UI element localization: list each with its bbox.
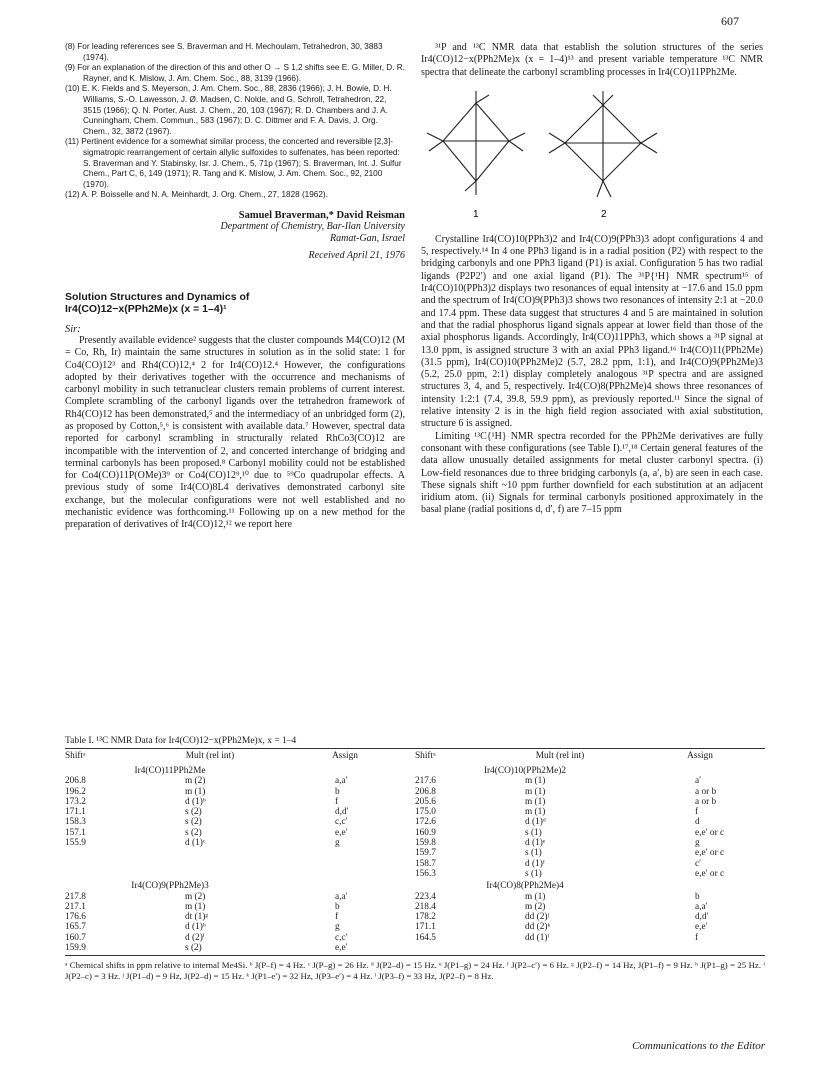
table-cell <box>65 869 145 879</box>
table-cell: dd (2)ʲ <box>525 912 549 923</box>
reference-item: (12) A. P. Boisselle and N. A. Meinhardt, J. Org. Chem., 27, 1828 (1962). <box>65 190 328 200</box>
table-cell: 206.8 <box>65 776 86 787</box>
table-cell: m (2) <box>525 901 546 912</box>
table-cell: e,e′ <box>335 943 348 954</box>
table-cell: 165.7 <box>65 922 86 933</box>
table-bottom-rule <box>65 955 765 956</box>
table-row <box>65 922 765 932</box>
table-row <box>65 848 765 858</box>
table-cell: m (2) <box>185 776 206 787</box>
table-cell: m (1) <box>185 786 206 797</box>
table-cell: 223.4 <box>415 891 436 902</box>
table-cell: 158.3 <box>65 817 86 828</box>
journal-section-footer: Communications to the Editor <box>632 1040 765 1052</box>
table-cell: d (1)ᵇ <box>185 796 206 807</box>
structure-2-drawing <box>549 91 657 197</box>
received-date: Received April 21, 1976 <box>308 249 405 261</box>
table-cell: s (2) <box>185 827 202 838</box>
affiliation-city: Ramat-Gan, Israel <box>330 233 405 245</box>
spacer-cell <box>275 879 415 891</box>
table-cell: b <box>695 891 700 902</box>
table-cell: 171.1 <box>415 922 436 933</box>
table-cell: 159.9 <box>65 943 86 954</box>
table-cell: e,e′ or c <box>695 868 725 879</box>
table-cell: a,a′ <box>335 891 348 902</box>
table-cell: b <box>335 901 340 912</box>
table-cell <box>275 859 415 869</box>
table-row <box>65 869 765 879</box>
table-header-row <box>65 749 765 763</box>
table-cell: dd (2)ᵏ <box>525 922 551 933</box>
column-header: Mult (rel int) <box>535 751 585 761</box>
spacer-cell <box>635 879 765 891</box>
reference-item: (10) E. K. Fields and S. Meyerson, J. Am. Chem. Soc., 88, 2836 (1966); J. H. Bowie, D. H. Williams, S.-O. Lawesson, J. Ø. Madsen, C. Nolde, and G. Schroll, Tetrahedron, 22, 3515 (1966); Q. N. Porter, Aust. J. Chem., 20, 103 (1967); R. D. Chambers and J. A. Cunningham, Chem. Commun., 583 (1967); D. C. Dittmer and F. A. Davis, J. Org. Chem., 32, 3872 (1967). <box>65 84 392 136</box>
structure-label-1: 1 <box>473 208 479 220</box>
table-cell: f <box>695 807 699 818</box>
intro-continuation: ³¹P and ¹³C NMR data that establish the solution structures of the series Ir4(CO)12−x(PPh2Me)x (x = 1–4)¹³ and present variable temperature ¹³C NMR spectra that delineate the carbonyl scrambling processes in Ir4(CO)11PPh2Me. <box>421 42 763 78</box>
table-cell: 173.2 <box>65 796 86 807</box>
article-title-line: Ir4(CO)12−x(PPh2Me)x (x = 1–4)¹ <box>65 303 227 316</box>
table-cell: 206.8 <box>415 786 436 797</box>
table-cell: a,a′ <box>695 901 708 912</box>
table-cell <box>635 943 765 953</box>
article-title <box>65 291 405 316</box>
spacer-cell <box>635 763 765 776</box>
column-header: Shiftᵃ <box>65 751 86 761</box>
table-row <box>65 859 765 869</box>
table-cell: 158.7 <box>415 858 436 869</box>
table-cell: 171.1 <box>65 807 86 818</box>
compound-title: Ir4(CO)11PPh2Me <box>134 766 206 776</box>
table-row <box>65 943 765 953</box>
reference-item: (11) Pertinent evidence for a somewhat similar process, the concerted and reversible [2,3]-sigmatropic rearrangement of certain allylic sulfoxides to sulfenates, has been reported: S. Braverman and Y. Stabinsky, Isr. J. Chem., 5, 71p (1967); S. Braverman, Int. J. Sulfur Chem., Part C, 6, 149 (1971); R. Tang and K. Mislow, J. Am. Chem. Soc., 92, 2100 (1970). <box>65 137 402 189</box>
table-cell: d (1)ʰ <box>185 922 206 933</box>
table-cell: s (2) <box>185 807 202 818</box>
table-cell <box>65 859 145 869</box>
table-body <box>65 763 765 953</box>
table-cell: 159.8 <box>415 838 436 849</box>
reference-item: (9) For an explanation of the direction of this and other O → S 1,2 shifts see E. G. Miller, D. R. Rayner, and K. Mislow, J. Am. Chem. Soc., 88, 3139 (1966). <box>65 63 405 83</box>
compound-subheader-row <box>65 763 765 776</box>
table-cell: 156.3 <box>415 868 436 879</box>
table-cell: 160.9 <box>415 827 436 838</box>
table-row <box>65 838 765 848</box>
table-cell: f <box>335 796 339 807</box>
table-cell: 218.4 <box>415 901 436 912</box>
table-cell: m (1) <box>525 776 546 787</box>
table-cell: 159.7 <box>415 848 436 859</box>
table-cell: d,d′ <box>335 807 349 818</box>
reference-item: (8) For leading references see S. Braverman and H. Mechoulam, Tetrahedron, 30, 3883 (1974). <box>65 42 383 62</box>
article-title-line: Solution Structures and Dynamics of <box>65 290 250 303</box>
table-cell: g <box>695 838 700 849</box>
table-cell: 157.1 <box>65 827 86 838</box>
table-row <box>65 776 765 786</box>
table-cell: d <box>695 817 700 828</box>
table-row <box>65 933 765 943</box>
table-cell: a,a′ <box>335 776 348 787</box>
table-cell: e,e′ or c <box>695 848 725 859</box>
table-cell: m (1) <box>525 891 546 902</box>
table-cell <box>415 943 485 953</box>
table-cell: d (1)ᶜ <box>185 838 206 849</box>
reference-list <box>65 42 405 201</box>
author-names: Samuel Braverman,* David Reisman <box>238 209 405 221</box>
table-cell: e,e′ <box>695 922 708 933</box>
table-cell <box>145 848 275 858</box>
affiliation-department: Department of Chemistry, Bar-Ilan University <box>220 220 405 232</box>
table-cell: e,e′ <box>335 827 348 838</box>
table-row <box>65 902 765 912</box>
table-cell: d (2)ⁱ <box>185 932 205 943</box>
table-caption: Table I. ¹³C NMR Data for Ir4(CO)12−x(PPh2Me)x, x = 1–4 <box>65 736 297 746</box>
table-cell <box>145 859 275 869</box>
table-cell: 160.7 <box>65 932 86 943</box>
table-cell: c,c′ <box>335 817 348 828</box>
table-cell: m (1) <box>525 796 546 807</box>
table-cell: d (1)ᶠ <box>525 858 545 869</box>
table-cell: m (1) <box>185 901 206 912</box>
table-cell <box>275 848 415 858</box>
page-number: 607 <box>721 14 739 28</box>
configuration-paragraph: Crystalline Ir4(CO)10(PPh3)2 and Ir4(CO)9(PPh3)3 adopt configurations 4 and 5, respectively.¹⁴ In 4 one PPh3 ligand is in a radial position (P2) with respect to the bridging carbonyls and one PPh3 ligand (P1) is axial. Configuration 5 has two radial ligands (P2P2′) and one axial ligand (P1). The ³¹P{¹H} NMR spectrum¹⁵ of Ir4(CO)10(PPh3)2 displays two resonances of equal intensity at −17.6 and 15.0 ppm and the spectrum of Ir4(CO)9(PPh3)3 shows two resonances of intensity 2:1 at −20.0 and 17.4 ppm. These data suggest that structures 4 and 5 are maintained in solution and that the radial phosphorus ligand signals appear at lower field than those of the axial phosphorus ligands. Accordingly, Ir4(CO)11PPh3, which shows a ³¹P signal at 13.0 ppm, is assigned structure 3 with an axial PPh3 ligand.¹⁶ Ir4(CO)11(PPh2Me) (31.5 ppm), Ir4(CO)10(PPh2Me)2 (5.7, 28.2 ppm, 1:1), and Ir4(CO)9(PPh2Me)3 (5.2, 25.0 ppm, 2:1) display completely analogous ³¹P spectra and are assigned structures 3, 4, and 5, respectively. Ir4(CO)8(PPh2Me)4 shows three resonances of intensity 1:2:1 (7.4, 39.8, 59.9 ppm), as previously reported.¹¹ Since the signal of relative intensity 2 is in the high field region associated with axial substitution, structure 6 is assigned. <box>421 233 763 430</box>
nmr-paragraph: Limiting ¹³C{¹H} NMR spectra recorded for the PPh2Me derivatives are fully consonant with these configurations (see Table I).¹⁷,¹⁸ Certain general features of the data allow unusually detailed assignments for metal cluster carbonyl spectra. (i) Low-field resonances due to three bridging carbonyls (a, a′, b) are seen in each case. These signals shift ~10 ppm further downfield for each substitution at an adjacent iridium atom. (ii) Signals for terminal carbonyls positioned approximately in the basal plane (radial positions d, d′, f) are 7–15 ppm <box>421 430 763 516</box>
table-cell: dt (1)ᵍ <box>185 912 209 923</box>
cluster-structure-diagram <box>421 87 763 225</box>
table-cell: s (1) <box>525 848 542 859</box>
table-cell: 164.5 <box>415 932 436 943</box>
table-cell: 155.9 <box>65 838 86 849</box>
table-cell: 217.1 <box>65 901 86 912</box>
compound-title: Ir4(CO)9(PPh2Me)3 <box>131 881 209 892</box>
intro-paragraph: Presently available evidence² suggests that the cluster compounds M4(CO)12 (M = Co, Rh, Ir) maintain the same structures in solution as in the solid state: 1 for Co4(CO)12³ and Rh4(CO)12,⁴ 2 for Ir4(CO)12.⁴ However, the configurations adopted by their derivatives together with the occurrence and mechanisms of carbonyl mobility in such tetranuclear clusters remain problems of current interest. Complete scrambling of the carbonyl ligands over the tetrahedron framework of Rh4(CO)12 has been demonstrated,⁵ and the intermediacy of an unbridged form (2), as proposed by Cotton,⁵,⁶ is consistent with available data.⁷ However, spectral data reported for carbonyl scrambling in structurally related RhCo3(CO)12 are incompatible with the intervention of 2, and concerted interchange of bridging and terminal carbonyls has been proposed.⁸ Carbonyl mobility could not be established for Co4(CO)11P(OMe)3⁹ or Co4(CO)12⁹,¹⁰ due to ⁵⁹Co quadrupolar effects. A previous study of some Ir4(CO)8L4 derivatives demonstrated carbonyl site exchange, but the molecular configurations were not well established and no mechanistic evidence was forthcoming.¹¹ Following up on a new method for the preparation of derivatives of Ir4(CO)12,¹² we report here <box>65 334 405 531</box>
table-row <box>65 892 765 902</box>
table-cell: 172.6 <box>415 817 436 828</box>
spacer-cell <box>275 763 415 776</box>
table-cell <box>145 869 275 879</box>
structure-label-2: 2 <box>601 208 607 220</box>
table-cell: 196.2 <box>65 786 86 797</box>
table-cell: m (1) <box>525 807 546 818</box>
table-cell <box>275 869 415 879</box>
nmr-data-table <box>65 749 765 953</box>
structure-1-drawing <box>427 91 525 195</box>
table-cell: 176.6 <box>65 912 86 923</box>
table-cell: d,d′ <box>695 912 709 923</box>
table-row <box>65 828 765 838</box>
table-cell: f <box>335 912 339 923</box>
table-row <box>65 797 765 807</box>
column-header: Shiftᵃ <box>415 751 436 761</box>
table-cell: m (1) <box>525 786 546 797</box>
table-cell: m (2) <box>185 891 206 902</box>
table-cell: a or b <box>695 786 717 797</box>
table-cell: d (1)ᵉ <box>525 838 546 849</box>
table-cell: e,e′ or c <box>695 827 725 838</box>
compound-subheader-row <box>65 879 765 891</box>
table-cell: s (1) <box>525 868 542 879</box>
table-cell: c,c′ <box>335 932 348 943</box>
table-cell: 217.6 <box>415 776 436 787</box>
table-cell: s (2) <box>185 943 202 954</box>
left-column <box>65 42 405 532</box>
compound-title: Ir4(CO)8(PPh2Me)4 <box>486 881 564 892</box>
column-header: Assign <box>687 751 713 761</box>
table-row <box>65 807 765 817</box>
right-column <box>421 42 763 517</box>
table-cell: a′ <box>695 776 702 787</box>
table-cell: c′ <box>695 858 702 869</box>
table-cell: 205.6 <box>415 796 436 807</box>
table-cell: 217.8 <box>65 891 86 902</box>
table-cell: g <box>335 922 340 933</box>
compound-title: Ir4(CO)10(PPh2Me)2 <box>483 766 567 776</box>
table-cell: dd (1)ˡ <box>525 932 550 943</box>
column-header: Assign <box>332 751 358 761</box>
table-cell: d (1)ᵈ <box>525 817 546 828</box>
table-footnote: ᵃ Chemical shifts in ppm relative to internal Me4Si. ᵇ J(P–f) = 4 Hz. ᶜ J(P–g) = 26 Hz. ᵈ J(P2–d) = 15 Hz. ᵉ J(P1–g) = 24 Hz. ᶠ J(P2–c′) = 6 Hz. ᵍ J(P2–f) = 14 Hz, J(P1–f) = 9 Hz. ʰ J(P1–g) = 25 Hz. ⁱ J(P2–c) = 3 Hz. ʲ J(P1–d) = 9 Hz, J(P2–d) = 15 Hz. ᵏ J(P1–e′) = 32 Hz, J(P3–e′) = 4 Hz. ˡ J(P3–f) = 33 Hz, J(P2–f) = 8 Hz. <box>65 960 765 982</box>
table-row <box>65 787 765 797</box>
salutation: Sir: <box>65 323 81 335</box>
table-cell: f <box>695 932 699 943</box>
table-cell <box>485 943 635 953</box>
table-cell: g <box>335 838 340 849</box>
table-cell: 178.2 <box>415 912 436 923</box>
table-cell: a or b <box>695 796 717 807</box>
table-cell <box>65 848 145 858</box>
column-header: Mult (rel int) <box>185 751 235 761</box>
table-row <box>65 912 765 922</box>
nmr-table-section <box>65 736 765 982</box>
table-cell: b <box>335 786 340 797</box>
table-cell: 175.0 <box>415 807 436 818</box>
table-row <box>65 817 765 827</box>
table-cell: s (2) <box>185 817 202 828</box>
table-cell: s (1) <box>525 827 542 838</box>
